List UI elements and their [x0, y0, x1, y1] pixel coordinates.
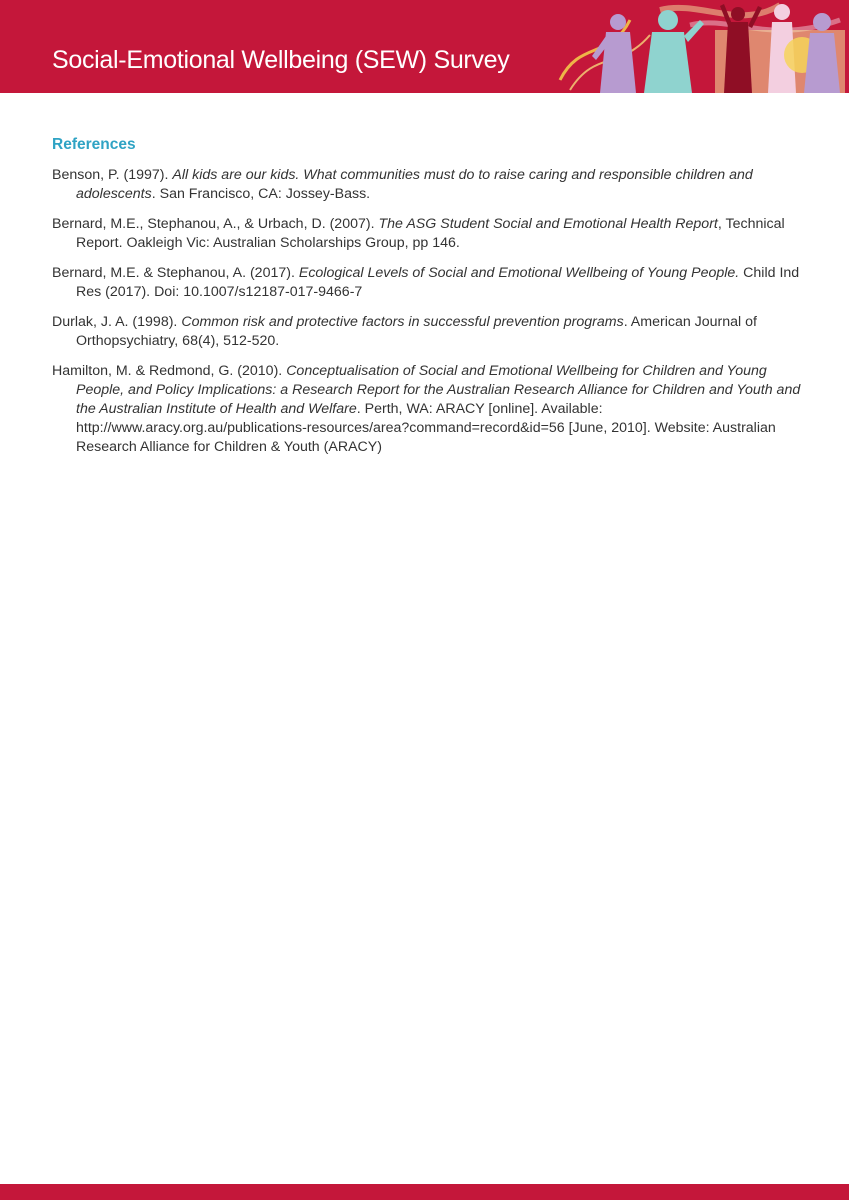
reference-title: All kids are our kids. What communities must do to raise caring and responsible children and adolescents — [76, 167, 753, 202]
page-header — [0, 0, 849, 93]
footer-bar — [0, 1184, 849, 1200]
reference-item — [52, 215, 802, 253]
reference-authors: Durlak, J. A. (1998). — [52, 314, 182, 330]
reference-item — [52, 166, 802, 204]
reference-title: The ASG Student Social and Emotional Health Report — [378, 216, 718, 232]
reference-authors: Benson, P. (1997). — [52, 167, 173, 183]
children-silhouettes-illustration — [540, 0, 849, 93]
reference-title: Conceptualisation of Social and Emotional Wellbeing for Children and Young People, and Policy Implications: a Research Report for the Australian Research Alliance for Children and Youth and the Australian Institute of Health and Welfare — [76, 363, 801, 417]
references-heading: References — [52, 136, 136, 153]
reference-title: Ecological Levels of Social and Emotional Wellbeing of Young People. — [298, 265, 740, 281]
reference-title: Common risk and protective factors in successful prevention programs — [181, 314, 624, 330]
references-section — [52, 136, 802, 468]
reference-authors: Bernard, M.E. & Stephanou, A. (2017). — [52, 265, 299, 281]
reference-source: Child Ind Res (2017). Doi: 10.1007/s12187-017-9466-7 — [76, 265, 800, 300]
reference-item — [52, 264, 802, 302]
reference-source: , Technical Report. Oakleigh Vic: Australian Scholarships Group, pp 146. — [76, 216, 785, 251]
reference-source: . American Journal of Orthopsychiatry, 68(4), 512-520. — [76, 314, 757, 349]
reference-authors: Hamilton, M. & Redmond, G. (2010). — [52, 363, 287, 379]
reference-item — [52, 362, 802, 457]
page-title: Social-Emotional Wellbeing (SEW) Survey — [52, 46, 510, 74]
reference-source: . Perth, WA: ARACY [online]. Available: http://www.aracy.org.au/publications-resources/area?command=record&id=56 [June, 2010]. Website: Australian Research Alliance for Children & Youth (ARACY) — [76, 401, 776, 455]
reference-source: . San Francisco, CA: Jossey-Bass. — [151, 186, 371, 202]
reference-authors: Bernard, M.E., Stephanou, A., & Urbach, D. (2007). — [52, 216, 379, 232]
reference-item — [52, 313, 802, 351]
